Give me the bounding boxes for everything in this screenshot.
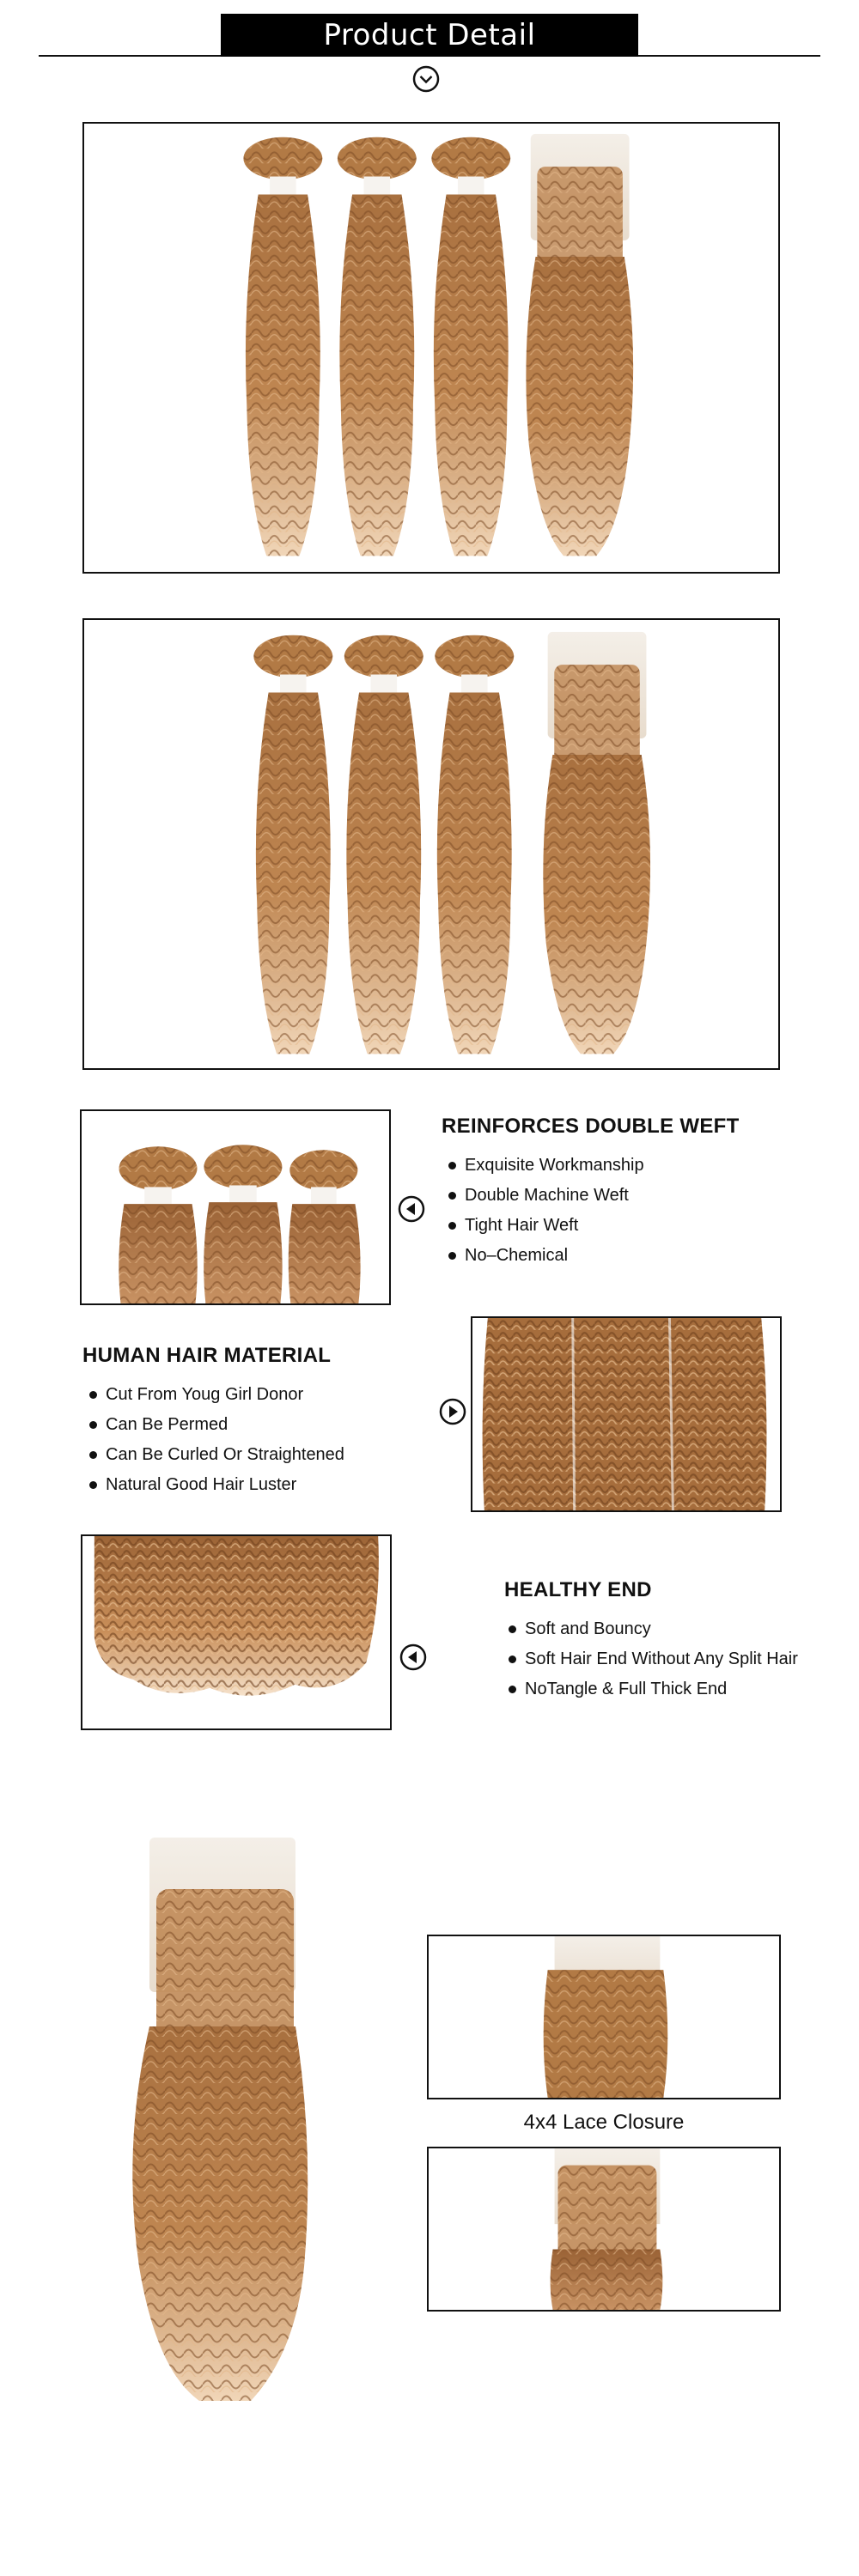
bullet-icon — [89, 1481, 97, 1489]
list-item: Exquisite Workmanship — [448, 1151, 644, 1181]
bullet-icon — [89, 1421, 97, 1429]
list-item: Tight Hair Weft — [448, 1211, 644, 1241]
list-item: Natural Good Hair Luster — [89, 1470, 344, 1500]
closure-full-length-photo — [70, 1820, 369, 2404]
list-item: No–Chemical — [448, 1241, 644, 1271]
bullet-icon — [448, 1252, 456, 1260]
closure-caption: 4x4 Lace Closure — [523, 2111, 685, 2134]
list-item: Can Be Curled Or Straightened — [89, 1440, 344, 1470]
list-item: Double Machine Weft — [448, 1181, 644, 1211]
material-feature-list — [89, 1380, 344, 1500]
bullet-icon — [89, 1391, 97, 1399]
bullet-icon — [448, 1162, 456, 1170]
bullet-icon — [89, 1451, 97, 1459]
healthy-end-feature-list — [509, 1614, 798, 1704]
weft-title: REINFORCES DOUBLE WEFT — [442, 1115, 740, 1138]
list-item: Soft Hair End Without Any Split Hair — [509, 1644, 798, 1674]
bullet-icon — [509, 1686, 516, 1693]
weft-closeup-photo — [80, 1109, 391, 1305]
triangle-left-circle-icon — [398, 1195, 425, 1223]
material-title: HUMAN HAIR MATERIAL — [82, 1344, 332, 1367]
triangle-right-circle-icon — [439, 1398, 466, 1425]
triangle-left-circle-icon — [399, 1643, 427, 1671]
healthy-end-title: HEALTHY END — [504, 1578, 652, 1601]
weft-feature-list — [448, 1151, 644, 1271]
product-photo-bundles-closure-front — [82, 618, 780, 1070]
product-photo-bundles-with-closure — [82, 122, 780, 574]
page-title: Product Detail — [221, 14, 638, 57]
hair-ends-closeup-photo — [81, 1534, 392, 1730]
list-item: Cut From Youg Girl Donor — [89, 1380, 344, 1410]
bullet-icon — [509, 1656, 516, 1663]
bullet-icon — [448, 1192, 456, 1200]
curl-texture-closeup-photo — [471, 1316, 782, 1512]
closure-lace-detail-photo — [427, 1935, 781, 2099]
closure-parting-detail-photo — [427, 2147, 781, 2312]
list-item: Soft and Bouncy — [509, 1614, 798, 1644]
bullet-icon — [448, 1222, 456, 1230]
list-item: NoTangle & Full Thick End — [509, 1674, 798, 1704]
list-item: Can Be Permed — [89, 1410, 344, 1440]
chevron-down-circle-icon[interactable] — [412, 65, 440, 93]
bullet-icon — [509, 1625, 516, 1633]
